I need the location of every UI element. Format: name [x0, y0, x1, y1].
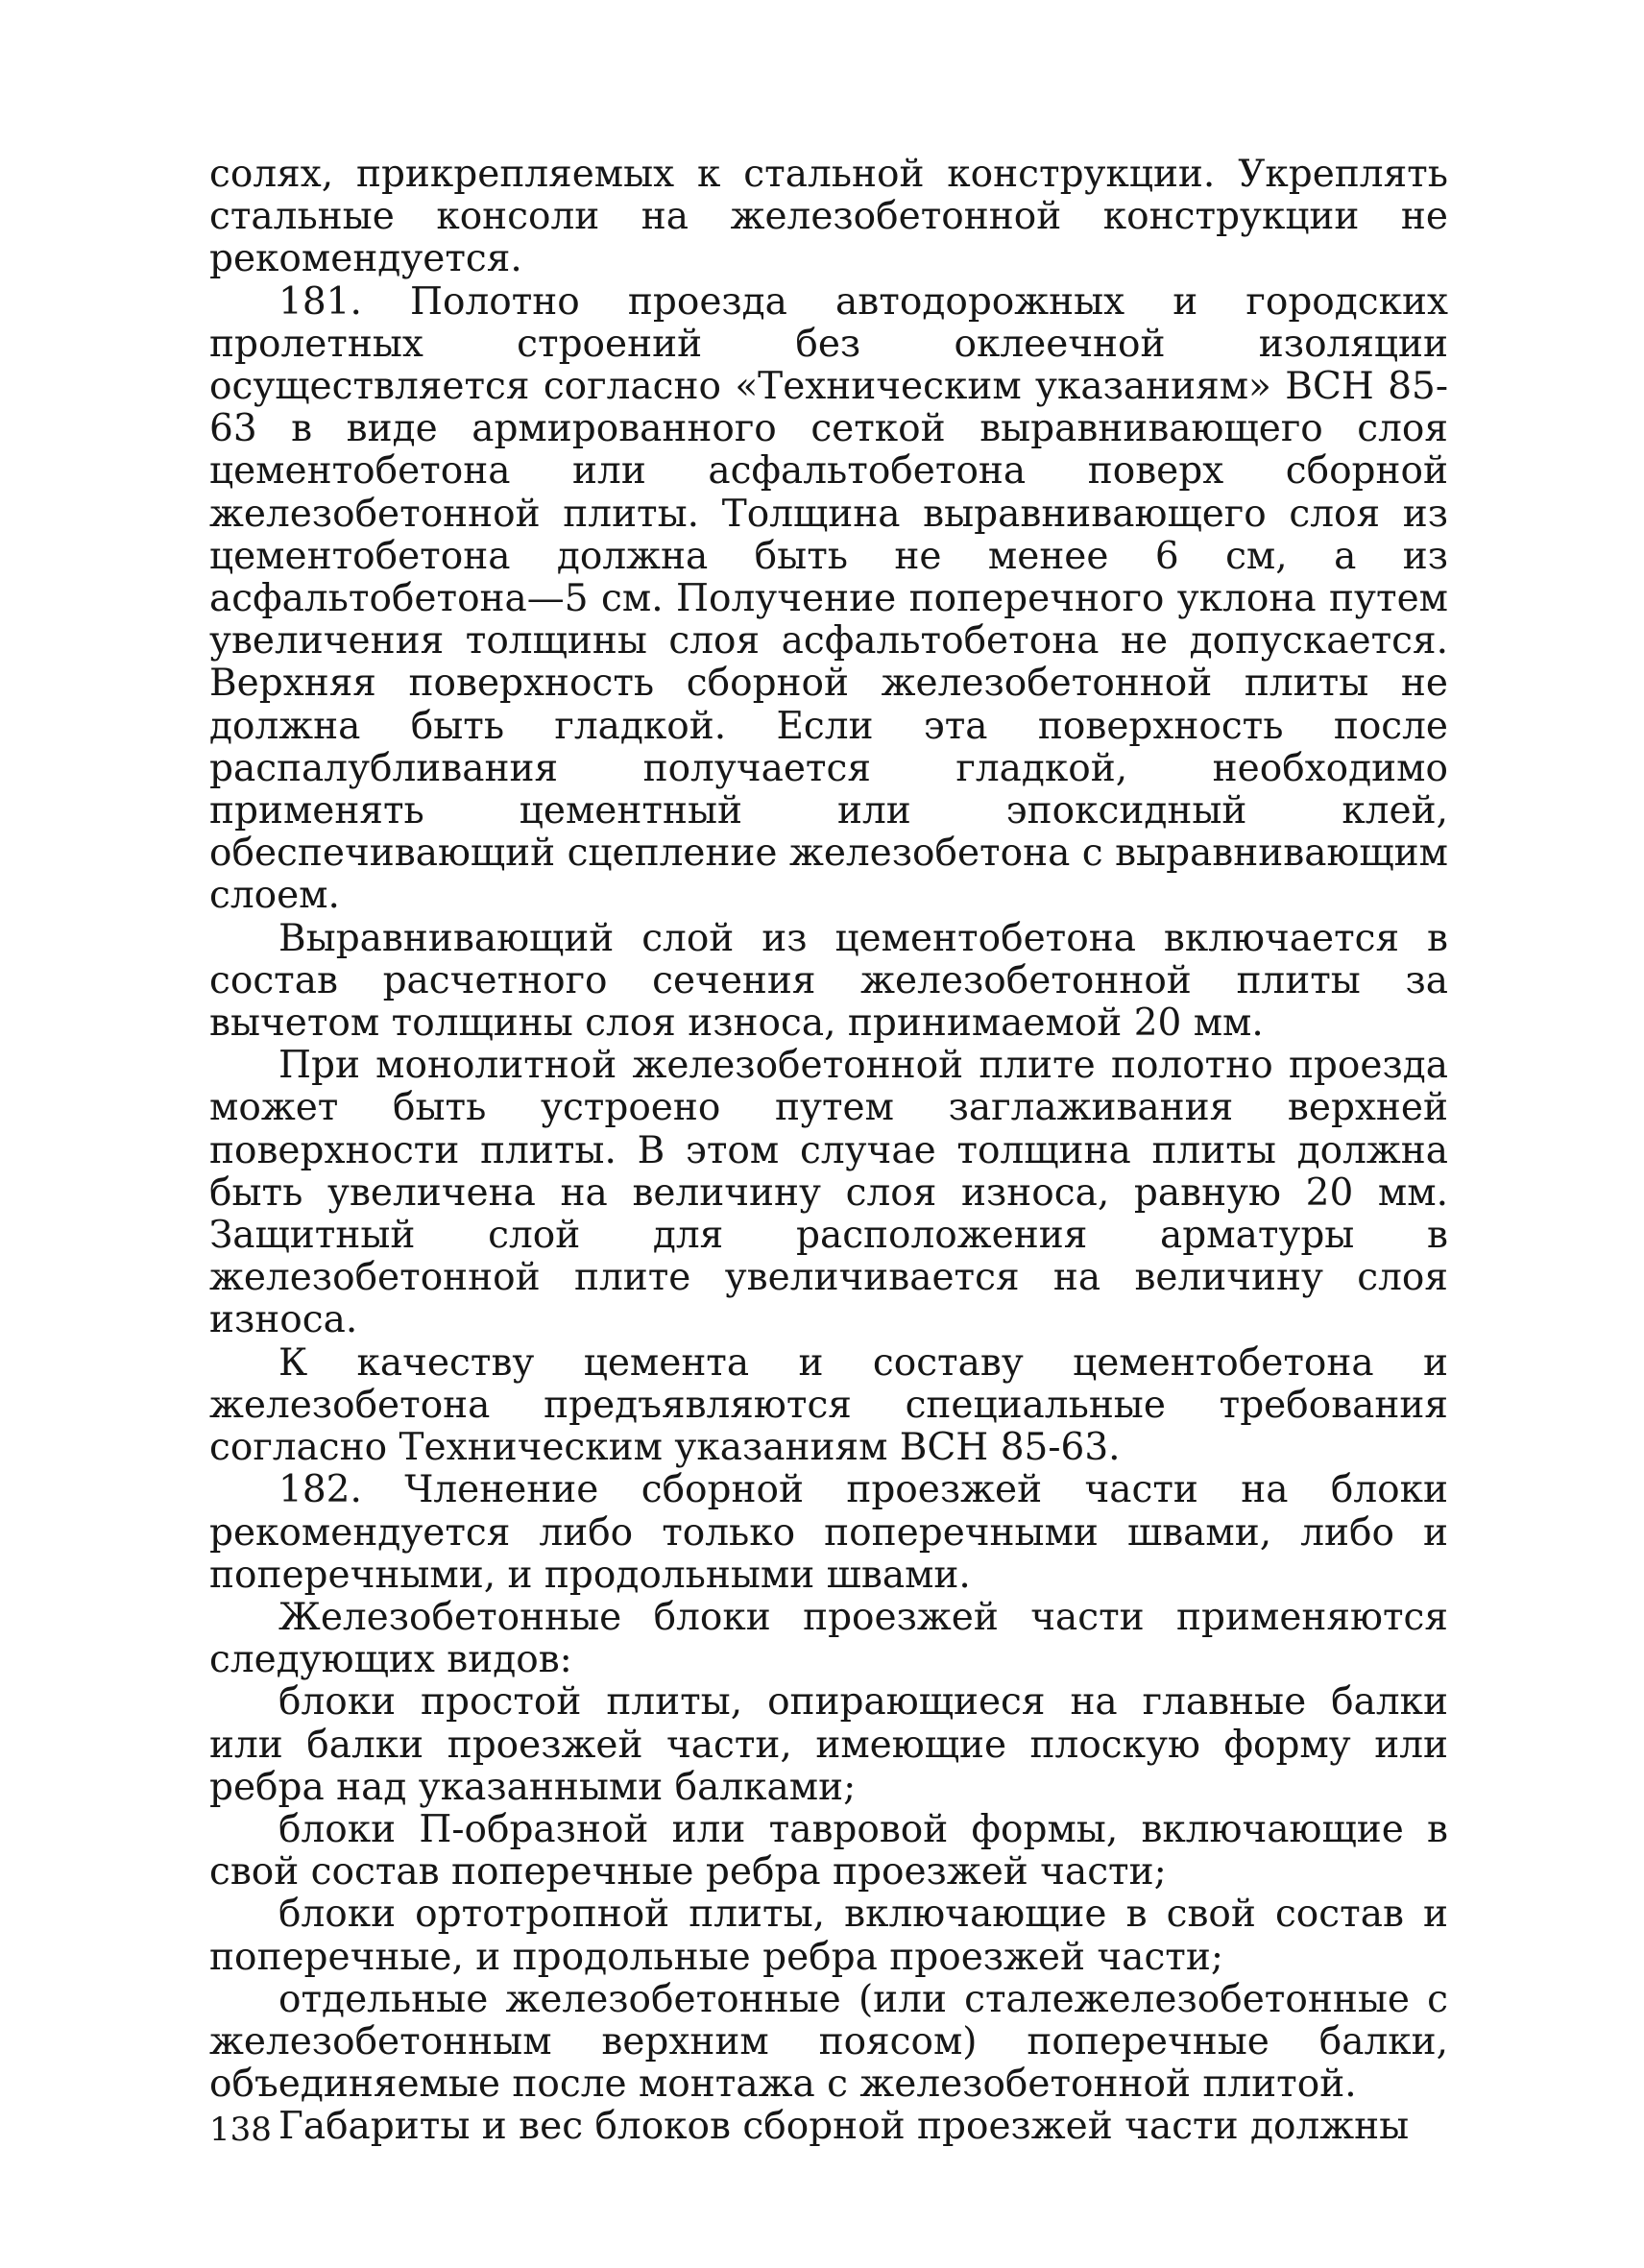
- page-body-text: [209, 154, 1448, 2149]
- paragraph-leveling-layer: Выравнивающий слой из цементобетона включается в состав расчетного сечения железобетонной плиты за вычетом толщины слоя износа, принимаемой 20 мм.: [209, 916, 1448, 1046]
- list-item-orthotropic-slab: блоки ортотропной плиты, включающие в свой состав и поперечные, и продольные ребра проезжей части;: [209, 1893, 1448, 1979]
- list-item-p-shaped-blocks: блоки П-образной или тавровой формы, включающие в свой состав поперечные ребра проезжей части;: [209, 1807, 1448, 1894]
- list-item-simple-slab: блоки простой плиты, опирающиеся на главные балки или балки проезжей части, имеющие плоскую форму или ребра над указанными балками;: [209, 1680, 1448, 1809]
- paragraph-cement-quality: К качеству цемента и составу цементобетона и железобетона предъявляются специальные требования согласно Техническим указаниям ВСН 85-63.: [209, 1340, 1448, 1470]
- page-number: 138: [209, 2111, 272, 2149]
- paragraph-block-types-intro: Железобетонные блоки проезжей части применяются следующих видов:: [209, 1595, 1448, 1682]
- paragraph-continuation: солях, прикрепляемых к стальной конструкции. Укреплять стальные консоли на железобетонной конструкции не рекомендуется.: [209, 153, 1448, 281]
- paragraph-monolithic-slab: При монолитной железобетонной плите полотно проезда может быть устроено путем заглаживания верхней поверхности плиты. В этом случае толщина плиты должна быть увеличена на величину слоя износа, равную 20 мм. Защитный слой для расположения арматуры в железобетонной плите увеличивается на величину слоя износа.: [209, 1044, 1448, 1342]
- paragraph-dimensions-weight: Габариты и вес блоков сборной проезжей части должны: [278, 2105, 1410, 2149]
- paragraph-181: 181. Полотно проезда автодорожных и городских пролетных строений без оклеечной изоляции осуществляется согласно «Техническим указаниям» ВСН 85-63 в виде армированного сеткой выравнивающего слоя цементобетона или асфальтобетона поверх сборной железобетонной плиты. Толщина выравнивающего слоя из цементобетона должна быть не менее 6 см, а из асфальтобетона—5 см. Получение поперечного уклона путем увеличения толщины слоя асфальтобетона не допускается. Верхняя поверхность сборной железобетонной плиты не должна быть гладкой. Если эта поверхность после распалубливания получается гладкой, необходимо применять цементный или эпоксидный клей, обеспечивающий сцепление железобетона с выравнивающим слоем.: [209, 279, 1448, 918]
- list-item-cross-beams: отдельные железобетонные (или сталежелезобетонные с железобетонным верхним поясом) поперечные балки, объединяемые после монтажа с железобетонной плитой.: [209, 1977, 1448, 2107]
- paragraph-182: 182. Членение сборной проезжей части на блоки рекомендуется либо только поперечными швами, либо и поперечными, и продольными швами.: [209, 1468, 1448, 1597]
